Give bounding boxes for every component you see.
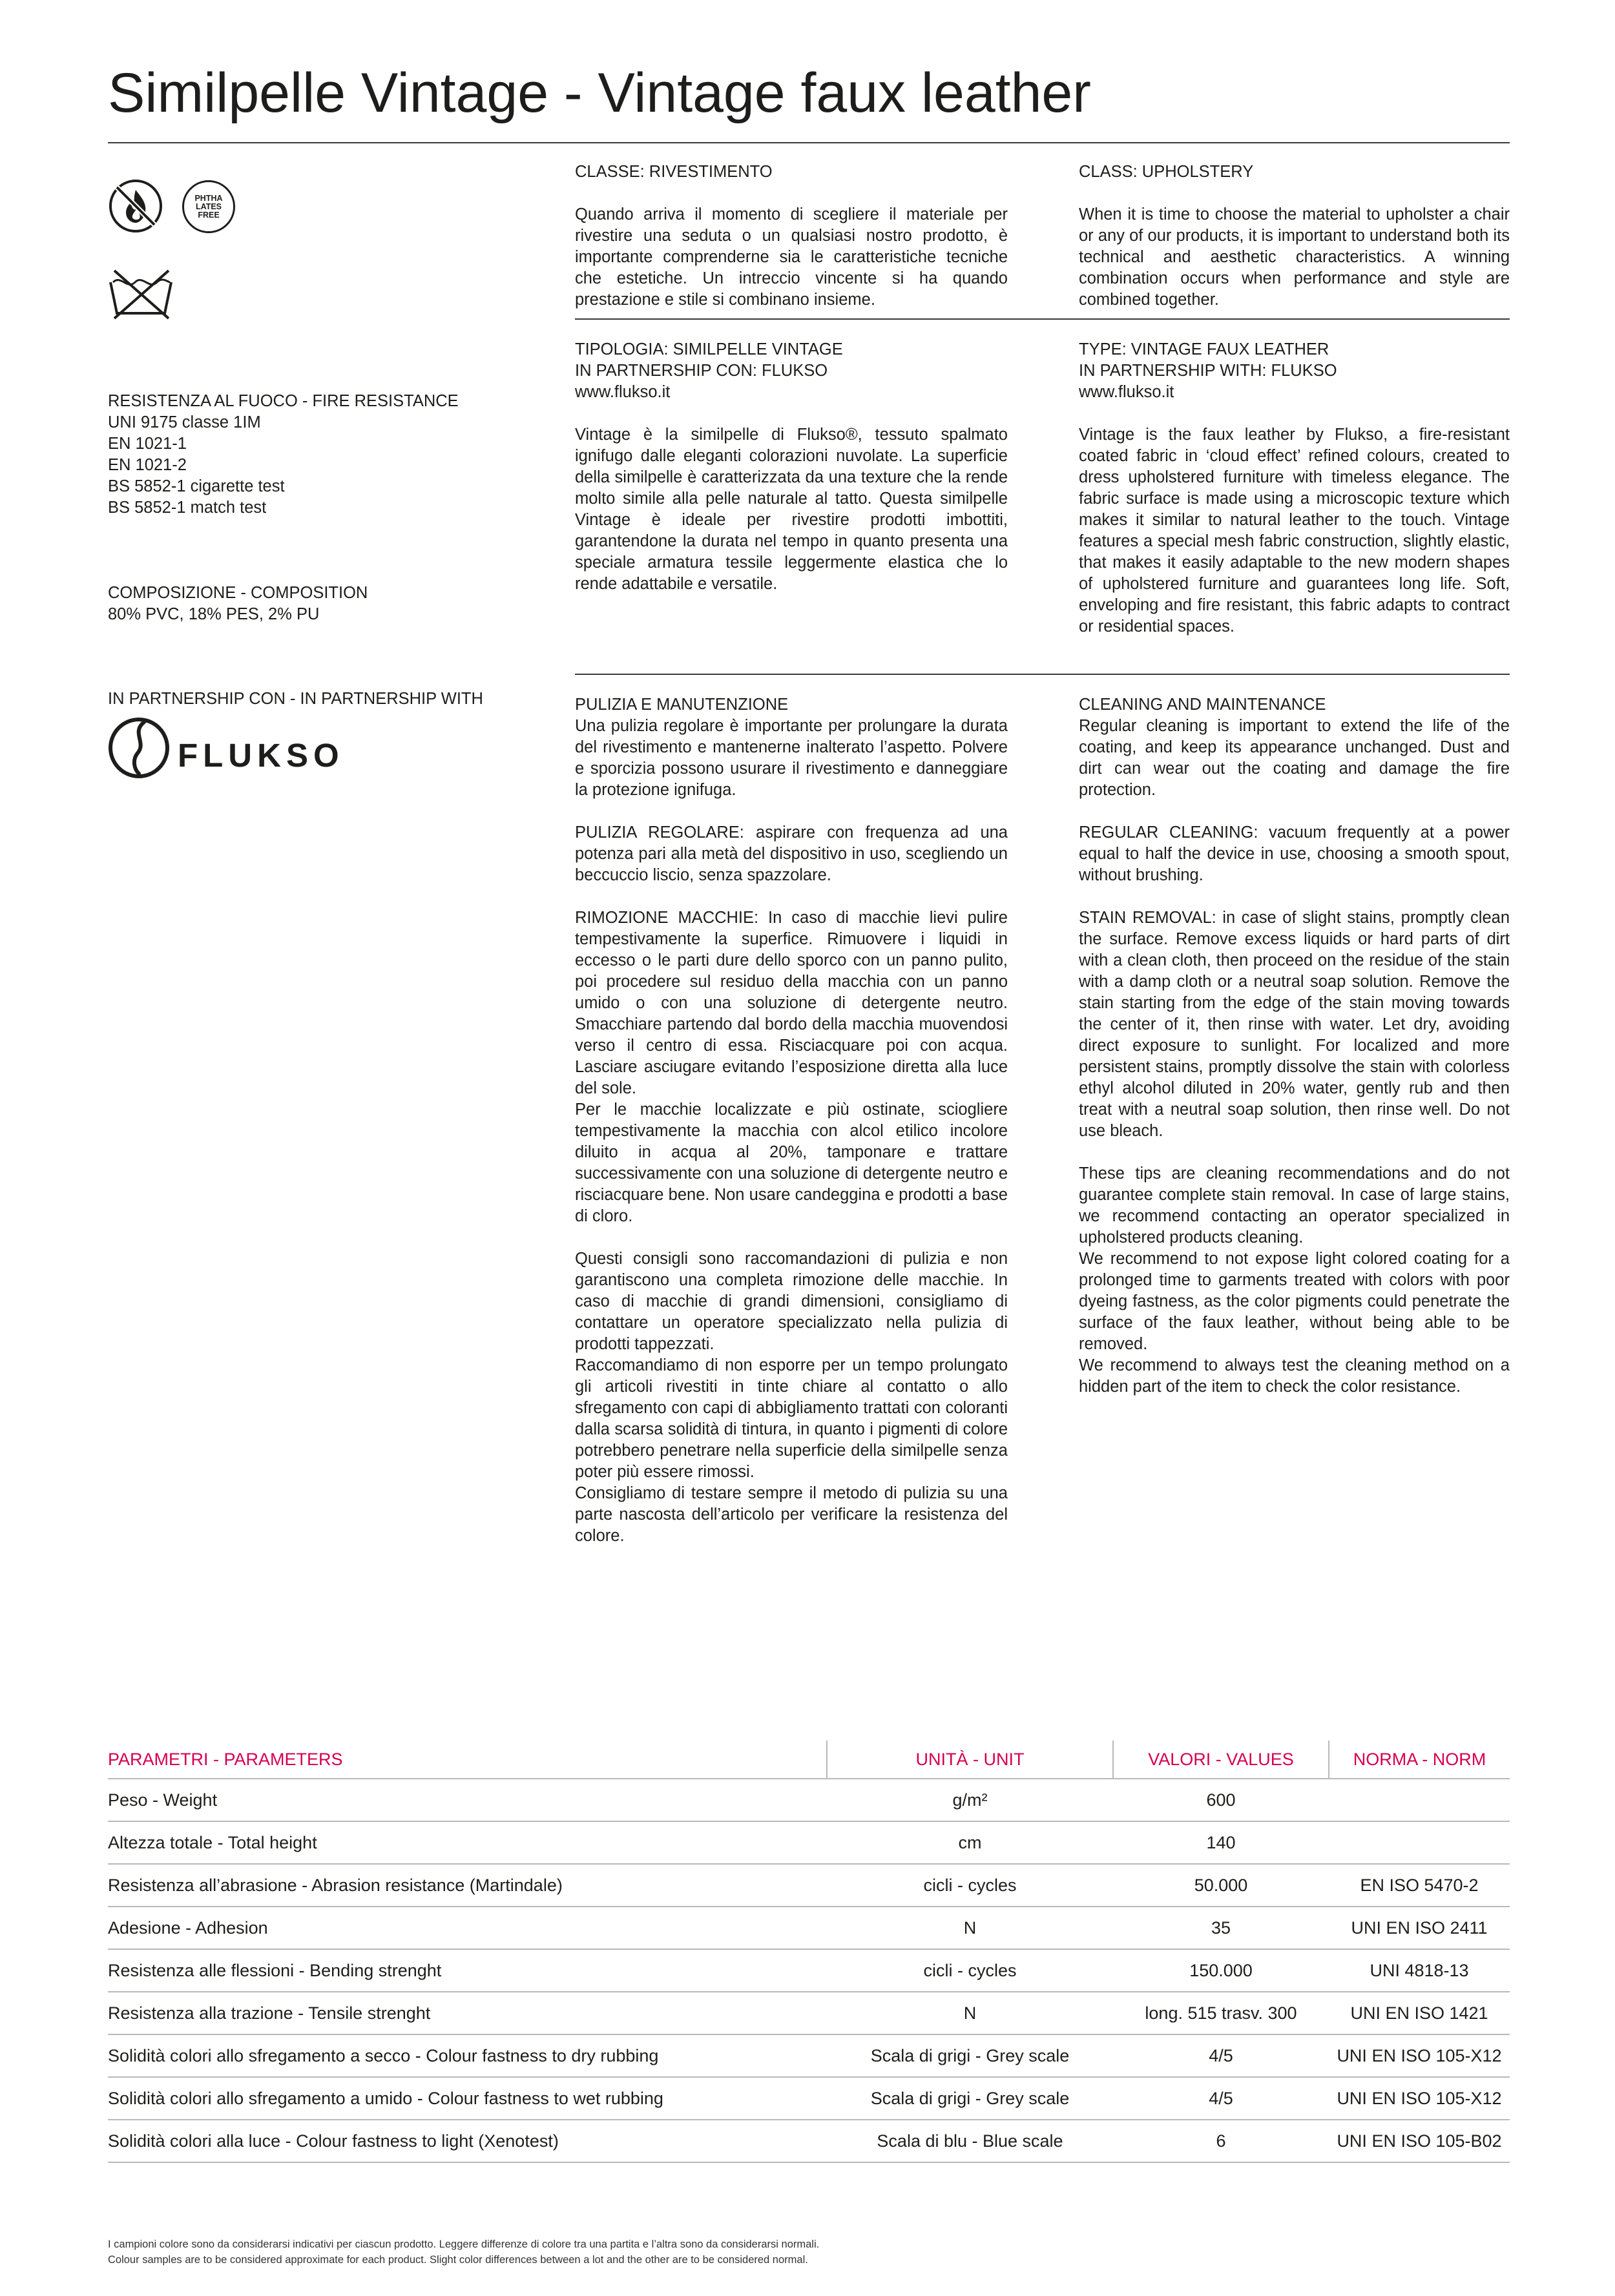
phthalates-label-1: PHTHA: [194, 193, 223, 203]
param-name: Solidità colori allo sfregamento a secco - Colour fastness to dry rubbing: [108, 2034, 827, 2077]
fire-standard: UNI 9175 classe 1IM: [108, 413, 261, 431]
param-unit: cm: [827, 1821, 1113, 1864]
table-row: [108, 1821, 1510, 1864]
param-value: 4/5: [1113, 2034, 1329, 2077]
header-parameters: PARAMETRI - PARAMETERS: [108, 1741, 827, 1779]
type-heading: TYPE: VINTAGE FAUX LEATHER: [1079, 340, 1329, 358]
param-name: Resistenza alla trazione - Tensile strenght: [108, 1992, 827, 2034]
param-norm: UNI EN ISO 105-X12: [1329, 2077, 1510, 2120]
param-name: Altezza totale - Total height: [108, 1821, 827, 1864]
header-norm: NORMA - NORM: [1329, 1741, 1510, 1779]
type-text: Vintage è la similpelle di Flukso®, tessuto spalmato ignifugo dalle eleganti colorazioni nuvolate. La superficie della similpelle è caratterizzata da una texture che la rende molto simile alla pelle naturale al tatto. Questa similpelle Vintage è ideale per rivestire prodotti imbottiti, garantendone la durata nel tempo in quanto presenta una speciale armatura tessile leggermente elastica che lo rende adattabile e versatile.: [575, 426, 1008, 593]
header-unit: UNITÀ - UNIT: [827, 1741, 1113, 1779]
table-header-row: [108, 1741, 1510, 1779]
table-row: [108, 1949, 1510, 1992]
fire-standard: EN 1021-1: [108, 435, 187, 453]
regular-cleaning-text: REGULAR CLEANING: vacuum frequently at a power equal to half the device in use, choosing a smooth spout, without brushing.: [1079, 823, 1510, 884]
composition-value: 80% PVC, 18% PES, 2% PU: [108, 605, 320, 623]
param-unit: Scala di blu - Blue scale: [827, 2120, 1113, 2162]
parameters-table: [108, 1741, 1510, 2163]
title-divider: [108, 142, 1510, 143]
cleaning-heading: PULIZIA E MANUTENZIONE: [575, 696, 789, 714]
table-row: [108, 1907, 1510, 1949]
fire-standard: BS 5852-1 cigarette test: [108, 477, 285, 495]
regular-cleaning-text: PULIZIA REGOLARE: aspirare con frequenza ad una potenza pari alla metà del dispositivo in uso, scegliendo un beccuccio liscio, senza spazzolare.: [575, 823, 1008, 884]
param-value: long. 515 trasv. 300: [1113, 1992, 1329, 2034]
class-heading: CLASSE: RIVESTIMENTO: [575, 163, 773, 181]
italian-column: [575, 161, 1008, 311]
cleaning-heading: CLEANING AND MAINTENANCE: [1079, 696, 1326, 714]
param-norm: UNI EN ISO 105-X12: [1329, 2034, 1510, 2077]
flukso-logo-icon: [108, 717, 170, 779]
table-row: [108, 1864, 1510, 1907]
param-value: 35: [1113, 1907, 1329, 1949]
param-norm: [1329, 1779, 1510, 1821]
header-values: VALORI - VALUES: [1113, 1741, 1329, 1779]
table-row: [108, 1779, 1510, 1821]
footer-line-it: I campioni colore sono da considerarsi indicativi per ciascun prodotto. Leggere differenze di colore tra una partita e l’altra sono da considerarsi normali.: [108, 2239, 820, 2250]
param-unit: Scala di grigi - Grey scale: [827, 2034, 1113, 2077]
table-row: [108, 1992, 1510, 2034]
table-row: [108, 2034, 1510, 2077]
param-unit: cicli - cycles: [827, 1949, 1113, 1992]
param-unit: Scala di grigi - Grey scale: [827, 2077, 1113, 2120]
flukso-brand-name: FLUKSO: [178, 737, 344, 774]
param-unit: g/m²: [827, 1779, 1113, 1821]
do-not-wash-icon: [108, 267, 174, 321]
tips-text-3: We recommend to always test the cleaning method on a hidden part of the item to check the color resistance.: [1079, 1356, 1510, 1396]
param-value: 600: [1113, 1779, 1329, 1821]
class-text: Quando arriva il momento di scegliere il materiale per rivestire una seduta o un qualsiasi nostro prodotto, è importante comprenderne sia le caratteristiche tecniche che estetiche. Un intreccio vincente si ha quando prestazione e stile si combinano insieme.: [575, 205, 1008, 309]
fire-standard: EN 1021-2: [108, 456, 187, 474]
param-unit: N: [827, 1992, 1113, 2034]
fire-resistance-heading: RESISTENZA AL FUOCO - FIRE RESISTANCE: [108, 392, 459, 410]
param-name: Resistenza alle flessioni - Bending strenght: [108, 1949, 827, 1992]
param-unit: N: [827, 1907, 1113, 1949]
fire-standard: BS 5852-1 match test: [108, 499, 267, 517]
param-name: Peso - Weight: [108, 1779, 827, 1821]
tips-text-2: We recommend to not expose light colored coating for a prolonged time to garments treated with colors with poor dyeing fastness, as the color pigments could penetrate the surface of the faux leather, without being able to be removed.: [1079, 1250, 1510, 1353]
phthalates-label-2: LATES: [195, 202, 222, 211]
partner-heading: IN PARTNERSHIP CON: FLUKSO: [575, 362, 828, 380]
english-column: [1079, 161, 1510, 311]
tips-text-3: Consigliamo di testare sempre il metodo di pulizia su una parte nascosta dell’articolo per verificare la resistenza del colore.: [575, 1484, 1008, 1545]
param-unit: cicli - cycles: [827, 1864, 1113, 1907]
tips-text-2: Raccomandiamo di non esporre per un tempo prolungato gli articoli rivestiti in tinte chiare al contatto o allo sfregamento con capi di abbigliamento trattati con coloranti dalla scarsa solidità di tintura, in quanto i pigmenti di colore potrebbero penetrare nella superficie della similpelle senza poter più essere rimossi.: [575, 1356, 1008, 1481]
param-norm: UNI EN ISO 2411: [1329, 1907, 1510, 1949]
website-link[interactable]: www.flukso.it: [1079, 383, 1174, 401]
param-value: 6: [1113, 2120, 1329, 2162]
type-text: Vintage is the faux leather by Flukso, a fire-resistant coated fabric in ‘cloud effect’ refined colours, created to dress upholstered furniture with timeless elegance. The fabric surface is made using a microscopic texture which makes it similar to natural leather to the touch. Vintage features a special mesh fabric construction, slightly elastic, that makes it easily adaptable to the new modern shapes of upholstered furniture and guarantees long life. Soft, enveloping and fire resistant, this fabric adapts to contract or residential spaces.: [1079, 426, 1510, 636]
param-name: Adesione - Adhesion: [108, 1907, 827, 1949]
phthalates-free-icon: [182, 180, 235, 233]
param-name: Solidità colori alla luce - Colour fastness to light (Xenotest): [108, 2120, 827, 2162]
table-row: [108, 2077, 1510, 2120]
param-norm: EN ISO 5470-2: [1329, 1864, 1510, 1907]
tips-text: Questi consigli sono raccomandazioni di pulizia e non garantiscono una completa rimozione delle macchie. In caso di macchie di grandi dimensioni, consigliamo di contattare un operatore specializzato nella pulizia di prodotti tappezzati.: [575, 1250, 1008, 1353]
partnership-heading: IN PARTNERSHIP CON - IN PARTNERSHIP WITH: [108, 690, 483, 708]
partner-heading: IN PARTNERSHIP WITH: FLUKSO: [1079, 362, 1337, 380]
param-value: 150.000: [1113, 1949, 1329, 1992]
footer-note: [108, 2237, 819, 2268]
param-norm: UNI EN ISO 105-B02: [1329, 2120, 1510, 2162]
footer-line-en: Colour samples are to be considered approximate for each product. Slight color differences between a lot and the other are to be considered normal.: [108, 2254, 808, 2266]
param-norm: [1329, 1821, 1510, 1864]
param-name: Resistenza all’abrasione - Abrasion resistance (Martindale): [108, 1864, 827, 1907]
page-title: Similpelle Vintage - Vintage faux leather: [108, 62, 1091, 124]
tips-text: These tips are cleaning recommendations and do not guarantee complete stain removal. In case of large stains, we recommend contacting an operator specialized in upholstered products cleaning.: [1079, 1164, 1510, 1246]
fire-resistant-icon: [108, 178, 163, 234]
param-norm: UNI EN ISO 1421: [1329, 1992, 1510, 2034]
class-text: When it is time to choose the material to upholster a chair or any of our products, it is important to understand both its technical and aesthetic characteristics. A winning combination occurs when performance and style are combined together.: [1079, 205, 1510, 309]
type-heading: TIPOLOGIA: SIMILPELLE VINTAGE: [575, 340, 843, 358]
cleaning-text: Regular cleaning is important to extend the life of the coating, and keep its appearance unchanged. Dust and dirt can wear out the coating and damage the fire protection.: [1079, 717, 1510, 799]
composition-heading: COMPOSIZIONE - COMPOSITION: [108, 584, 368, 602]
stain-removal-text-2: Per le macchie localizzate e più ostinate, sciogliere tempestivamente la macchia con alcol etilico incolore diluito in acqua al 20%, tamponare e trattare successivamente con una soluzione di detergente neutro e risciacquare bene. Non usare candeggina e prodotti a base di cloro.: [575, 1101, 1008, 1225]
stain-removal-text: RIMOZIONE MACCHIE: In caso di macchie lievi pulire tempestivamente la superfice. Rimuovere i liquidi in eccesso o le parti dure dello sporco con un panno pulito, poi procedere sul residuo della macchia con un panno umido o con una soluzione di detergente neutro. Smacchiare partendo dal bordo della macchia muovendosi verso il centro di essa. Risciacquare poi con acqua. Lasciare asciugare evitando l’esposizione diretta alla luce del sole.: [575, 909, 1008, 1097]
section-divider: [575, 318, 1510, 320]
phthalates-label-3: FREE: [198, 210, 220, 220]
param-value: 140: [1113, 1821, 1329, 1864]
param-value: 50.000: [1113, 1864, 1329, 1907]
website-link[interactable]: www.flukso.it: [575, 383, 671, 401]
param-name: Solidità colori allo sfregamento a umido - Colour fastness to wet rubbing: [108, 2077, 827, 2120]
param-norm: UNI 4818-13: [1329, 1949, 1510, 1992]
section-divider: [575, 674, 1510, 675]
stain-removal-text: STAIN REMOVAL: in case of slight stains, promptly clean the surface. Remove excess liquids or hard parts of dirt with a clean cloth, then proceed on the residue of the stain with a damp cloth or a neutral soap solution. Remove the stain starting from the edge of the stain moving towards the center of it, then rinse with water. Let dry, avoiding direct exposure to sunlight. For localized and more persistent stains, promptly dissolve the stain with colorless ethyl alcohol diluted in 20% water, gently rub and then treat with a neutral soap solution, then rinse well. Do not use bleach.: [1079, 909, 1510, 1140]
class-heading: CLASS: UPHOLSTERY: [1079, 163, 1254, 181]
table-row: [108, 2120, 1510, 2162]
cleaning-text: Una pulizia regolare è importante per prolungare la durata del rivestimento e mantenerne inalterato l’aspetto. Polvere e sporcizia possono usurare il rivestimento e danneggiare la protezione ignifuga.: [575, 717, 1008, 799]
param-value: 4/5: [1113, 2077, 1329, 2120]
